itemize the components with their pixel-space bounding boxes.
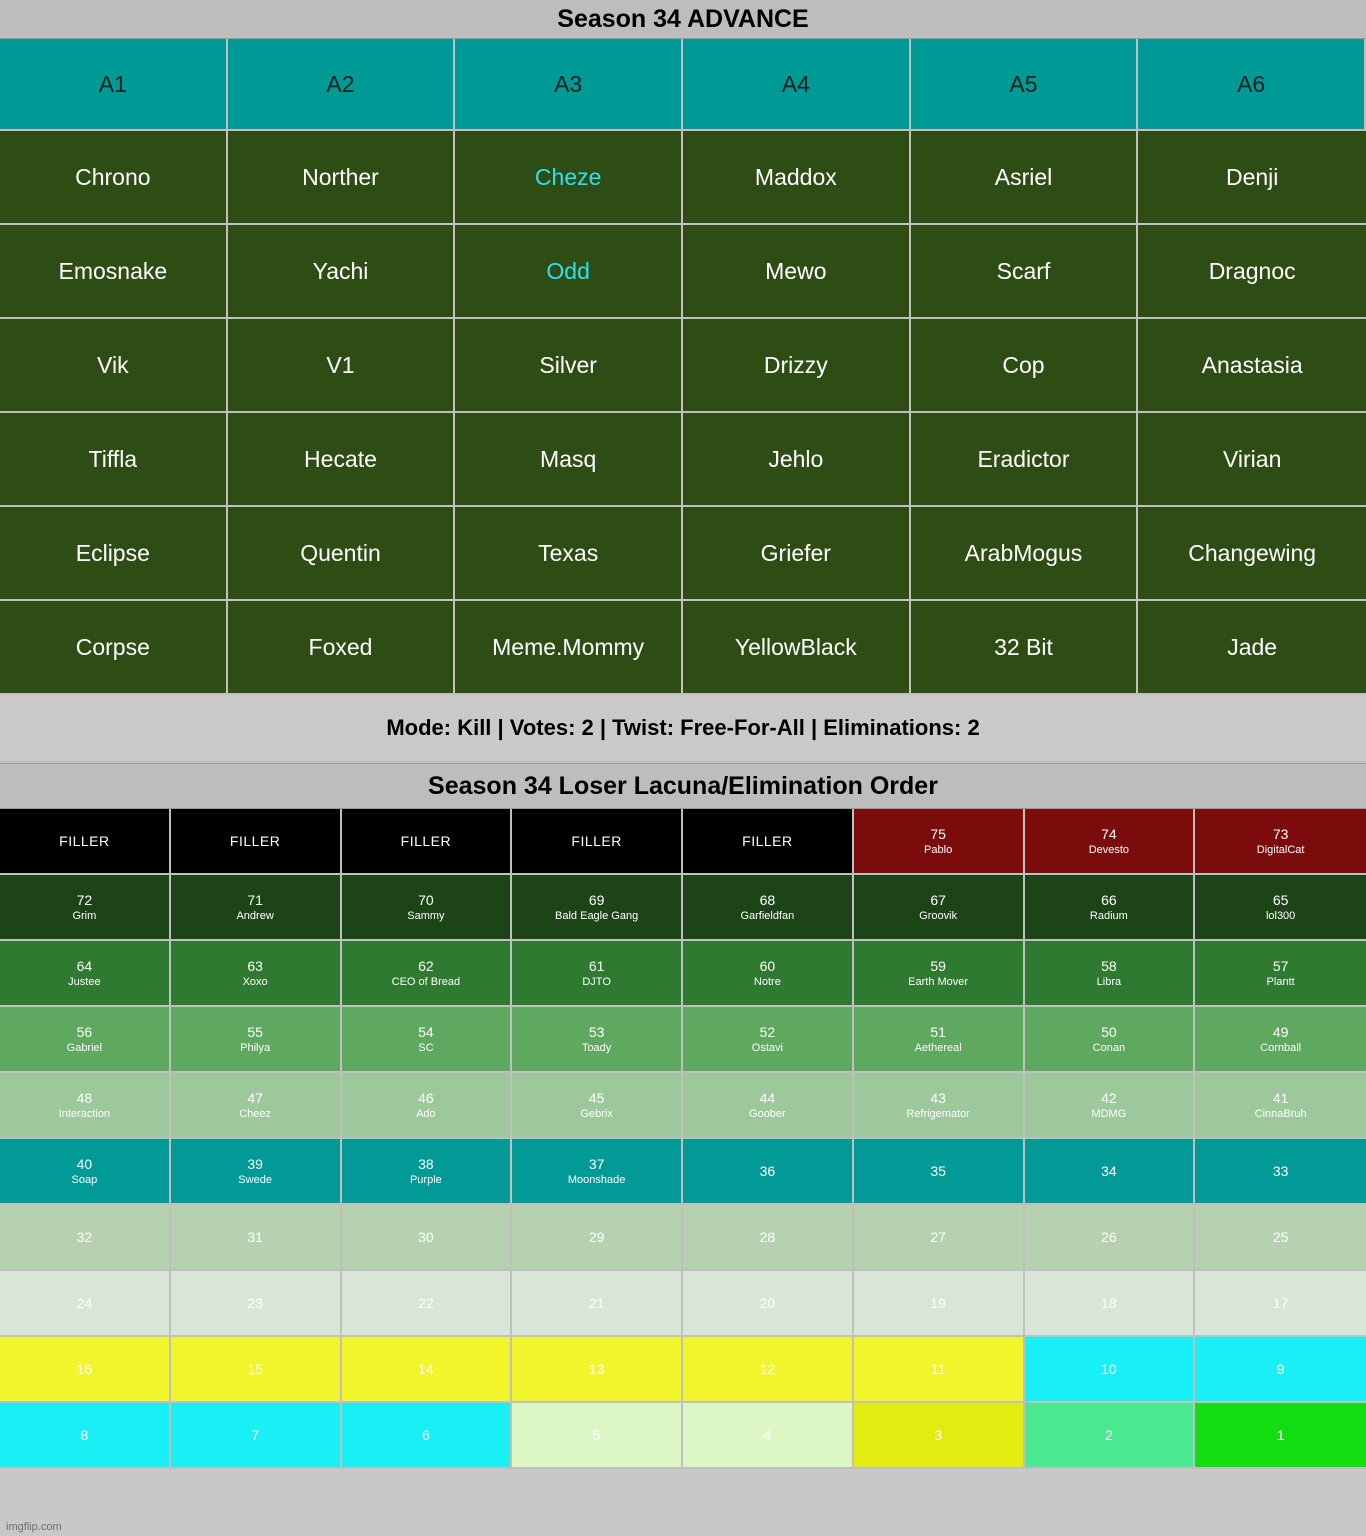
elimination-number: 59	[930, 957, 946, 974]
elimination-slot-cell[interactable]	[1025, 941, 1196, 1007]
advance-player-cell[interactable]: V1	[228, 319, 456, 413]
footer-area	[0, 1469, 1366, 1536]
elimination-slot-cell[interactable]	[854, 1403, 1025, 1469]
advance-player-cell[interactable]: Vik	[0, 319, 228, 413]
elimination-player-name: Toady	[581, 1041, 612, 1054]
elimination-slot-cell[interactable]	[683, 1271, 854, 1337]
elimination-number: 9	[1276, 1360, 1285, 1377]
elimination-number: 14	[418, 1360, 434, 1377]
elimination-slot-cell[interactable]	[342, 1403, 513, 1469]
elimination-player-name: Philya	[240, 1041, 271, 1054]
advance-player-cell[interactable]: Scarf	[911, 225, 1139, 319]
elimination-number: 46	[418, 1089, 434, 1106]
elimination-number: 62	[418, 957, 434, 974]
elimination-number: 48	[76, 1089, 93, 1106]
elimination-player-name: Ado	[416, 1107, 436, 1120]
advance-column-header: A5	[911, 39, 1139, 131]
elimination-slot-cell[interactable]	[0, 1073, 171, 1139]
elimination-number: 66	[1101, 891, 1117, 908]
elimination-number: 36	[759, 1162, 776, 1179]
elimination-slot-cell[interactable]	[854, 941, 1025, 1007]
elimination-slot-cell[interactable]	[1195, 1007, 1366, 1073]
elimination-slot-cell[interactable]	[854, 1271, 1025, 1337]
elimination-filler-cell[interactable]	[0, 809, 171, 875]
elimination-number: 12	[759, 1360, 776, 1377]
elimination-slot-cell[interactable]	[0, 1403, 171, 1469]
elimination-player-name: Gebrix	[580, 1107, 613, 1120]
elimination-slot-cell[interactable]	[171, 1073, 342, 1139]
elimination-slot-cell[interactable]	[171, 1271, 342, 1337]
elimination-player-name: Groovik	[919, 909, 958, 922]
elimination-number: 33	[1272, 1162, 1289, 1179]
elimination-number: 43	[930, 1089, 946, 1106]
elimination-number: 72	[76, 891, 93, 908]
elimination-number: 56	[76, 1023, 93, 1040]
elimination-slot-cell[interactable]	[1195, 1337, 1366, 1403]
advance-player-cell[interactable]: 32 Bit	[911, 601, 1139, 695]
filler-label: FILLER	[400, 833, 452, 849]
elimination-player-name: Andrew	[236, 909, 274, 922]
elimination-player-name: Cheez	[239, 1107, 272, 1120]
elimination-player-name: lol300	[1265, 909, 1296, 922]
elimination-number: 34	[1101, 1162, 1117, 1179]
advance-player-cell[interactable]: Chrono	[0, 131, 228, 225]
elimination-slot-cell[interactable]	[512, 1337, 683, 1403]
elimination-section-title: Season 34 Loser Lacuna/Elimination Order	[0, 763, 1366, 809]
elimination-slot-cell[interactable]	[683, 1403, 854, 1469]
advance-player-cell[interactable]: ArabMogus	[911, 507, 1139, 601]
elimination-number: 60	[759, 957, 776, 974]
elimination-slot-cell[interactable]	[171, 941, 342, 1007]
elimination-slot-cell[interactable]	[1025, 1073, 1196, 1139]
elimination-filler-cell[interactable]	[171, 809, 342, 875]
elimination-number: 37	[588, 1155, 605, 1172]
elimination-slot-cell[interactable]	[512, 1271, 683, 1337]
advance-player-cell[interactable]: Cheze	[455, 131, 683, 225]
elimination-number: 20	[759, 1294, 776, 1311]
elimination-slot-cell[interactable]	[683, 941, 854, 1007]
advance-player-cell[interactable]: Corpse	[0, 601, 228, 695]
elimination-number: 54	[418, 1023, 434, 1040]
elimination-number: 30	[418, 1228, 434, 1245]
elimination-slot-cell[interactable]	[171, 1403, 342, 1469]
elimination-slot-cell[interactable]	[854, 1073, 1025, 1139]
advance-player-cell[interactable]: Meme.Mommy	[455, 601, 683, 695]
elimination-player-name: CinnaBruh	[1254, 1107, 1307, 1120]
elimination-slot-cell[interactable]	[512, 1139, 683, 1205]
elimination-slot-cell[interactable]	[1195, 1205, 1366, 1271]
elimination-player-name: Cornball	[1260, 1041, 1302, 1054]
elimination-slot-cell[interactable]	[1025, 1337, 1196, 1403]
advance-player-cell[interactable]: YellowBlack	[683, 601, 911, 695]
elimination-slot-cell[interactable]	[1025, 1007, 1196, 1073]
advance-player-cell[interactable]: Silver	[455, 319, 683, 413]
elimination-player-name: CEO of Bread	[391, 975, 461, 988]
elimination-slot-cell[interactable]	[1195, 1073, 1366, 1139]
elimination-slot-cell[interactable]	[1025, 1403, 1196, 1469]
elimination-player-name: Libra	[1096, 975, 1122, 988]
elimination-number: 8	[80, 1426, 89, 1443]
elimination-slot-cell[interactable]	[1195, 875, 1366, 941]
elimination-slot-cell[interactable]	[171, 875, 342, 941]
elimination-number: 38	[418, 1155, 434, 1172]
elimination-player-name: Refrigemator	[906, 1107, 970, 1120]
elimination-player-name: Conan	[1092, 1041, 1126, 1054]
advance-column-header: A4	[683, 39, 911, 131]
elimination-number: 58	[1101, 957, 1117, 974]
elimination-slot-cell[interactable]	[683, 1337, 854, 1403]
elimination-player-name: Garfieldfan	[740, 909, 795, 922]
elimination-number: 24	[76, 1294, 93, 1311]
advance-player-cell[interactable]: Tiffla	[0, 413, 228, 507]
elimination-number: 65	[1272, 891, 1289, 908]
advance-player-cell[interactable]: Norther	[228, 131, 456, 225]
elimination-slot-cell[interactable]	[171, 1205, 342, 1271]
elimination-number: 5	[592, 1426, 601, 1443]
advance-player-cell[interactable]: Texas	[455, 507, 683, 601]
elimination-number: 71	[247, 891, 263, 908]
elimination-player-name: Swede	[238, 1173, 272, 1186]
elimination-slot-cell[interactable]	[854, 875, 1025, 941]
elimination-slot-cell[interactable]	[342, 1139, 513, 1205]
elimination-player-name: Radium	[1089, 909, 1128, 922]
advance-column-header: A2	[228, 39, 456, 131]
filler-label: FILLER	[229, 833, 281, 849]
elimination-number: 10	[1101, 1360, 1117, 1377]
elimination-number: 74	[1101, 825, 1117, 842]
elimination-player-name: Pablo	[924, 843, 953, 856]
elimination-grid	[0, 809, 1366, 1469]
elimination-number: 40	[76, 1155, 93, 1172]
elimination-slot-cell[interactable]	[0, 941, 171, 1007]
elimination-number: 6	[421, 1426, 430, 1443]
elimination-filler-cell[interactable]	[683, 809, 854, 875]
elimination-number: 13	[588, 1360, 605, 1377]
elimination-number: 44	[759, 1089, 776, 1106]
elimination-number: 18	[1101, 1294, 1117, 1311]
page-title: Season 34 ADVANCE	[0, 0, 1366, 39]
elimination-player-name: Grim	[72, 909, 97, 922]
advance-player-cell[interactable]: Jehlo	[683, 413, 911, 507]
elimination-slot-cell[interactable]	[1025, 1271, 1196, 1337]
advance-player-cell[interactable]: Virian	[1138, 413, 1366, 507]
elimination-slot-cell[interactable]	[512, 1205, 683, 1271]
elimination-filler-cell[interactable]	[512, 809, 683, 875]
elimination-player-name: DigitalCat	[1256, 843, 1305, 856]
elimination-slot-cell[interactable]	[342, 1073, 513, 1139]
elimination-number: 73	[1272, 825, 1289, 842]
advance-player-cell[interactable]: Quentin	[228, 507, 456, 601]
filler-label: FILLER	[59, 833, 110, 849]
advance-player-cell[interactable]: Denji	[1138, 131, 1366, 225]
elimination-number: 16	[76, 1360, 93, 1377]
elimination-slot-cell[interactable]	[1025, 875, 1196, 941]
elimination-slot-cell[interactable]	[512, 1073, 683, 1139]
advance-column-header: A1	[0, 39, 228, 131]
elimination-number: 50	[1101, 1023, 1117, 1040]
elimination-slot-cell[interactable]	[854, 1205, 1025, 1271]
advance-player-cell[interactable]: Maddox	[683, 131, 911, 225]
elimination-number: 2	[1104, 1426, 1113, 1443]
elimination-slot-cell[interactable]	[342, 1271, 513, 1337]
elimination-number: 42	[1101, 1089, 1117, 1106]
elimination-slot-cell[interactable]	[0, 1271, 171, 1337]
elimination-number: 35	[930, 1162, 946, 1179]
elimination-player-name: Sammy	[407, 909, 445, 922]
elimination-slot-cell[interactable]	[854, 1337, 1025, 1403]
elimination-slot-cell[interactable]	[171, 1139, 342, 1205]
elimination-number: 47	[247, 1089, 263, 1106]
advance-player-cell[interactable]: Anastasia	[1138, 319, 1366, 413]
elimination-number: 31	[247, 1228, 263, 1245]
elimination-number: 70	[418, 891, 434, 908]
elimination-slot-cell[interactable]	[683, 1205, 854, 1271]
advance-column-header: A3	[455, 39, 683, 131]
elimination-player-name: Notre	[753, 975, 781, 988]
advance-player-cell[interactable]: Yachi	[228, 225, 456, 319]
advance-player-cell[interactable]: Hecate	[228, 413, 456, 507]
elimination-slot-cell[interactable]	[1195, 941, 1366, 1007]
elimination-number: 55	[247, 1023, 263, 1040]
elimination-player-name: Earth Mover	[908, 975, 969, 988]
elimination-slot-cell[interactable]	[0, 1007, 171, 1073]
elimination-filler-cell[interactable]	[342, 809, 513, 875]
elimination-slot-cell[interactable]	[1195, 1403, 1366, 1469]
elimination-slot-cell[interactable]	[854, 809, 1025, 875]
elimination-player-name: Justee	[68, 975, 101, 988]
elimination-slot-cell[interactable]	[342, 1007, 513, 1073]
advance-player-cell[interactable]: Odd	[455, 225, 683, 319]
advance-player-cell[interactable]: Griefer	[683, 507, 911, 601]
elimination-slot-cell[interactable]	[0, 1139, 171, 1205]
advance-player-cell[interactable]: Emosnake	[0, 225, 228, 319]
elimination-slot-cell[interactable]	[854, 1139, 1025, 1205]
elimination-number: 53	[588, 1023, 605, 1040]
elimination-player-name: Devesto	[1088, 843, 1130, 856]
elimination-number: 67	[930, 891, 946, 908]
elimination-number: 15	[247, 1360, 263, 1377]
elimination-number: 11	[930, 1360, 946, 1377]
elimination-slot-cell[interactable]	[342, 1337, 513, 1403]
advance-player-cell[interactable]: Dragnoc	[1138, 225, 1366, 319]
advance-column-header: A6	[1138, 39, 1366, 131]
elimination-slot-cell[interactable]	[512, 1403, 683, 1469]
elimination-number: 49	[1272, 1023, 1289, 1040]
advance-player-cell[interactable]: Foxed	[228, 601, 456, 695]
advance-player-cell[interactable]: Cop	[911, 319, 1139, 413]
elimination-player-name: Goober	[749, 1107, 786, 1120]
elimination-player-name: Plantt	[1266, 975, 1295, 988]
elimination-slot-cell[interactable]	[342, 875, 513, 941]
elimination-slot-cell[interactable]	[342, 1205, 513, 1271]
advance-player-cell[interactable]: Jade	[1138, 601, 1366, 695]
advance-player-cell[interactable]: Changewing	[1138, 507, 1366, 601]
elimination-slot-cell[interactable]	[854, 1007, 1025, 1073]
elimination-slot-cell[interactable]	[1025, 1139, 1196, 1205]
elimination-number: 26	[1101, 1228, 1117, 1245]
elimination-number: 3	[934, 1426, 943, 1443]
elimination-number: 4	[763, 1426, 772, 1443]
elimination-number: 21	[588, 1294, 605, 1311]
elimination-slot-cell[interactable]	[512, 875, 683, 941]
elimination-slot-cell[interactable]	[1025, 1205, 1196, 1271]
elimination-number: 39	[247, 1155, 263, 1172]
elimination-number: 19	[930, 1294, 946, 1311]
elimination-slot-cell[interactable]	[342, 941, 513, 1007]
elimination-player-name: Soap	[71, 1173, 98, 1186]
elimination-number: 52	[759, 1023, 776, 1040]
elimination-number: 64	[76, 957, 93, 974]
filler-label: FILLER	[742, 833, 793, 849]
elimination-player-name: Xoxo	[242, 975, 268, 988]
elimination-player-name: Ostavi	[751, 1041, 783, 1054]
elimination-player-name: SC	[418, 1041, 434, 1054]
advance-player-cell[interactable]: Eradictor	[911, 413, 1139, 507]
advance-player-cell[interactable]: Mewo	[683, 225, 911, 319]
advance-player-cell[interactable]: Eclipse	[0, 507, 228, 601]
elimination-number: 27	[930, 1228, 946, 1245]
advance-grid	[0, 39, 1366, 695]
elimination-number: 1	[1276, 1426, 1285, 1443]
elimination-player-name: Purple	[409, 1173, 442, 1186]
mode-settings-bar: Mode: Kill | Votes: 2 | Twist: Free-For-All | Eliminations: 2	[0, 695, 1366, 763]
elimination-slot-cell[interactable]	[1195, 809, 1366, 875]
advance-player-cell[interactable]: Masq	[455, 413, 683, 507]
elimination-number: 23	[247, 1294, 263, 1311]
elimination-number: 17	[1272, 1294, 1289, 1311]
elimination-number: 68	[759, 891, 776, 908]
elimination-slot-cell[interactable]	[0, 1337, 171, 1403]
elimination-player-name: MDMG	[1091, 1107, 1127, 1120]
elimination-number: 32	[76, 1228, 93, 1245]
elimination-slot-cell[interactable]	[683, 1007, 854, 1073]
advance-player-cell[interactable]: Drizzy	[683, 319, 911, 413]
elimination-slot-cell[interactable]	[683, 875, 854, 941]
elimination-slot-cell[interactable]	[1195, 1139, 1366, 1205]
elimination-slot-cell[interactable]	[0, 875, 171, 941]
elimination-slot-cell[interactable]	[683, 1139, 854, 1205]
elimination-number: 51	[930, 1023, 946, 1040]
filler-label: FILLER	[571, 833, 622, 849]
elimination-number: 25	[1272, 1228, 1289, 1245]
elimination-slot-cell[interactable]	[171, 1007, 342, 1073]
elimination-number: 29	[588, 1228, 605, 1245]
elimination-number: 69	[588, 891, 605, 908]
elimination-number: 41	[1272, 1089, 1289, 1106]
elimination-player-name: Moonshade	[567, 1173, 626, 1186]
elimination-slot-cell[interactable]	[0, 1205, 171, 1271]
elimination-number: 45	[588, 1089, 605, 1106]
elimination-slot-cell[interactable]	[1025, 809, 1196, 875]
elimination-player-name: Interaction	[58, 1107, 111, 1120]
elimination-number: 7	[251, 1426, 260, 1443]
elimination-slot-cell[interactable]	[512, 1007, 683, 1073]
elimination-player-name: DJTO	[582, 975, 611, 988]
elimination-number: 57	[1272, 957, 1289, 974]
advance-player-cell[interactable]: Asriel	[911, 131, 1139, 225]
watermark-label: imgflip.com	[6, 1521, 62, 1533]
elimination-number: 75	[930, 825, 946, 842]
elimination-slot-cell[interactable]	[1195, 1271, 1366, 1337]
elimination-slot-cell[interactable]	[683, 1073, 854, 1139]
elimination-player-name: Aethereal	[914, 1041, 962, 1054]
elimination-slot-cell[interactable]	[171, 1337, 342, 1403]
elimination-number: 63	[247, 957, 263, 974]
elimination-number: 61	[588, 957, 605, 974]
elimination-player-name: Gabriel	[66, 1041, 103, 1054]
elimination-number: 22	[418, 1294, 434, 1311]
elimination-number: 28	[759, 1228, 776, 1245]
elimination-player-name: Bald Eagle Gang	[555, 909, 639, 922]
elimination-slot-cell[interactable]	[512, 941, 683, 1007]
